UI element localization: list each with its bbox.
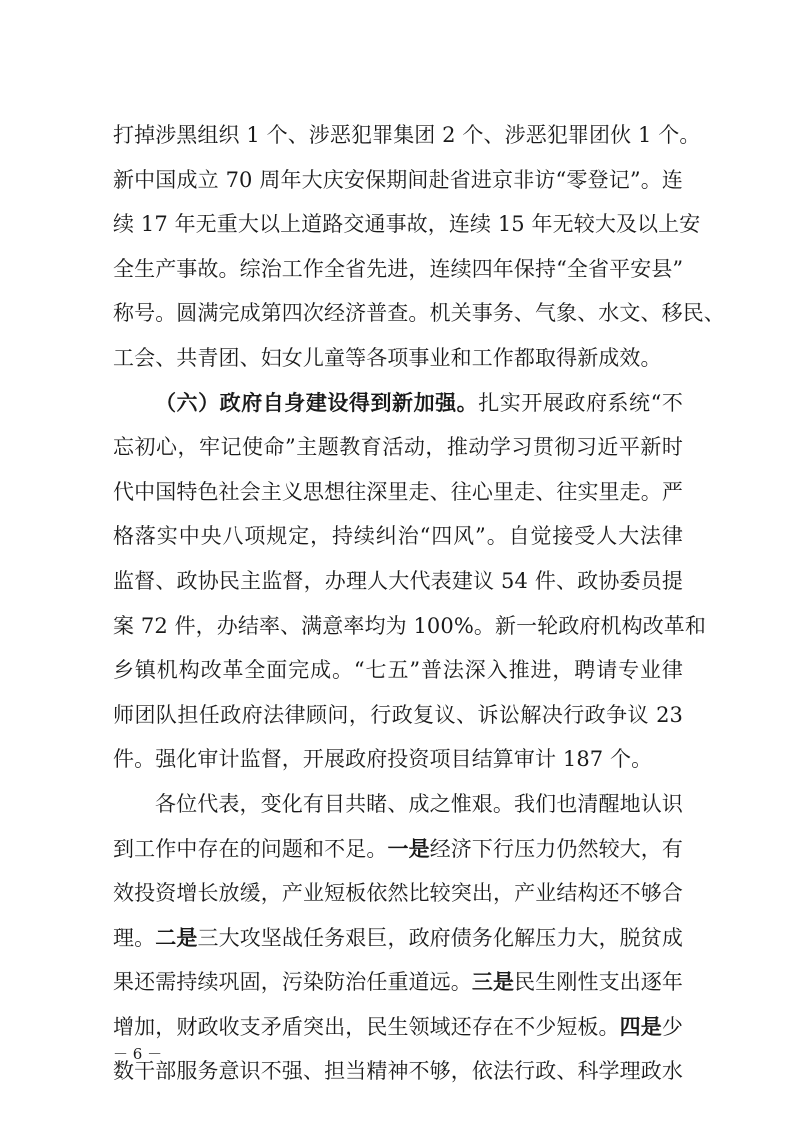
enumeration-marker: 三是 — [471, 969, 515, 995]
text-line: 件。强化审计监督，开展政府投资项目结算审计 187 个。 — [113, 747, 653, 772]
text-line: 监督、政协民主监督，办理人大代表建议 54 件、政协委员提 — [113, 568, 683, 593]
text-line: 到工作中存在的问题和不足。一是经济下行压力仍然较大，有 — [113, 835, 684, 861]
text-line: 数干部服务意识不强、担当精神不够，依法行政、科学理政水 — [113, 1059, 683, 1084]
text-line: 理。二是三大攻坚战任务艰巨，政府债务化解压力大，脱贫成 — [113, 924, 684, 950]
text-line: 增加，财政收支矛盾突出，民生领域还存在不少短板。四是少 — [113, 1013, 684, 1039]
text-line: 工会、共青团、妇女儿童等各项事业和工作都取得新成效。 — [113, 345, 662, 370]
section-heading: （六）政府自身建设得到新加强。 — [155, 389, 479, 415]
section-heading-line: （六）政府自身建设得到新加强。扎实开展政府系统“不 — [155, 389, 683, 415]
text-line: 续 17 年无重大以上道路交通事故，连续 15 年无较大及以上安 — [113, 212, 701, 237]
text-line: 乡镇机构改革全面完成。“七五”普法深入推进，聘请专业律 — [113, 658, 683, 683]
page-number: － 6 － — [113, 1045, 163, 1063]
text-line: 各位代表，变化有目共睹、成之惟艰。我们也清醒地认识 — [155, 791, 683, 816]
text-line: 全生产事故。综治工作全省先进，连续四年保持“全省平安县” — [113, 256, 684, 281]
text-line: 忘初心，牢记使命”主题教育活动，推动学习贯彻习近平新时 — [113, 435, 683, 460]
text-line: 师团队担任政府法律顾问，行政复议、诉讼解决行政争议 23 — [113, 702, 683, 727]
text-line: 案 72 件，办结率、满意率均为 100%。新一轮政府机构改革和 — [113, 613, 706, 638]
enumeration-marker: 四是 — [619, 1013, 662, 1039]
enumeration-marker: 二是 — [155, 924, 198, 950]
text-line: 代中国特色社会主义思想往深里走、往心里走、往实里走。严 — [113, 479, 683, 504]
text-line: 果还需持续巩固，污染防治任重道远。三是民生刚性支出逐年 — [113, 969, 684, 995]
text-line: 格落实中央八项规定，持续纠治“四风”。自觉接受人大法律 — [113, 524, 683, 549]
text-line: 效投资增长放缓，产业短板依然比较突出，产业结构还不够合 — [113, 881, 683, 906]
text-line: 新中国成立 70 周年大庆安保期间赴省进京非访“零登记”。连 — [113, 167, 683, 192]
text-line: 打掉涉黑组织 1 个、涉恶犯罪集团 2 个、涉恶犯罪团伙 1 个。 — [113, 123, 701, 147]
body-text — [113, 113, 725, 1094]
enumeration-marker: 一是 — [387, 835, 430, 861]
text-line: 称号。圆满完成第四次经济普查。机关事务、气象、水文、移民、 — [113, 301, 725, 326]
